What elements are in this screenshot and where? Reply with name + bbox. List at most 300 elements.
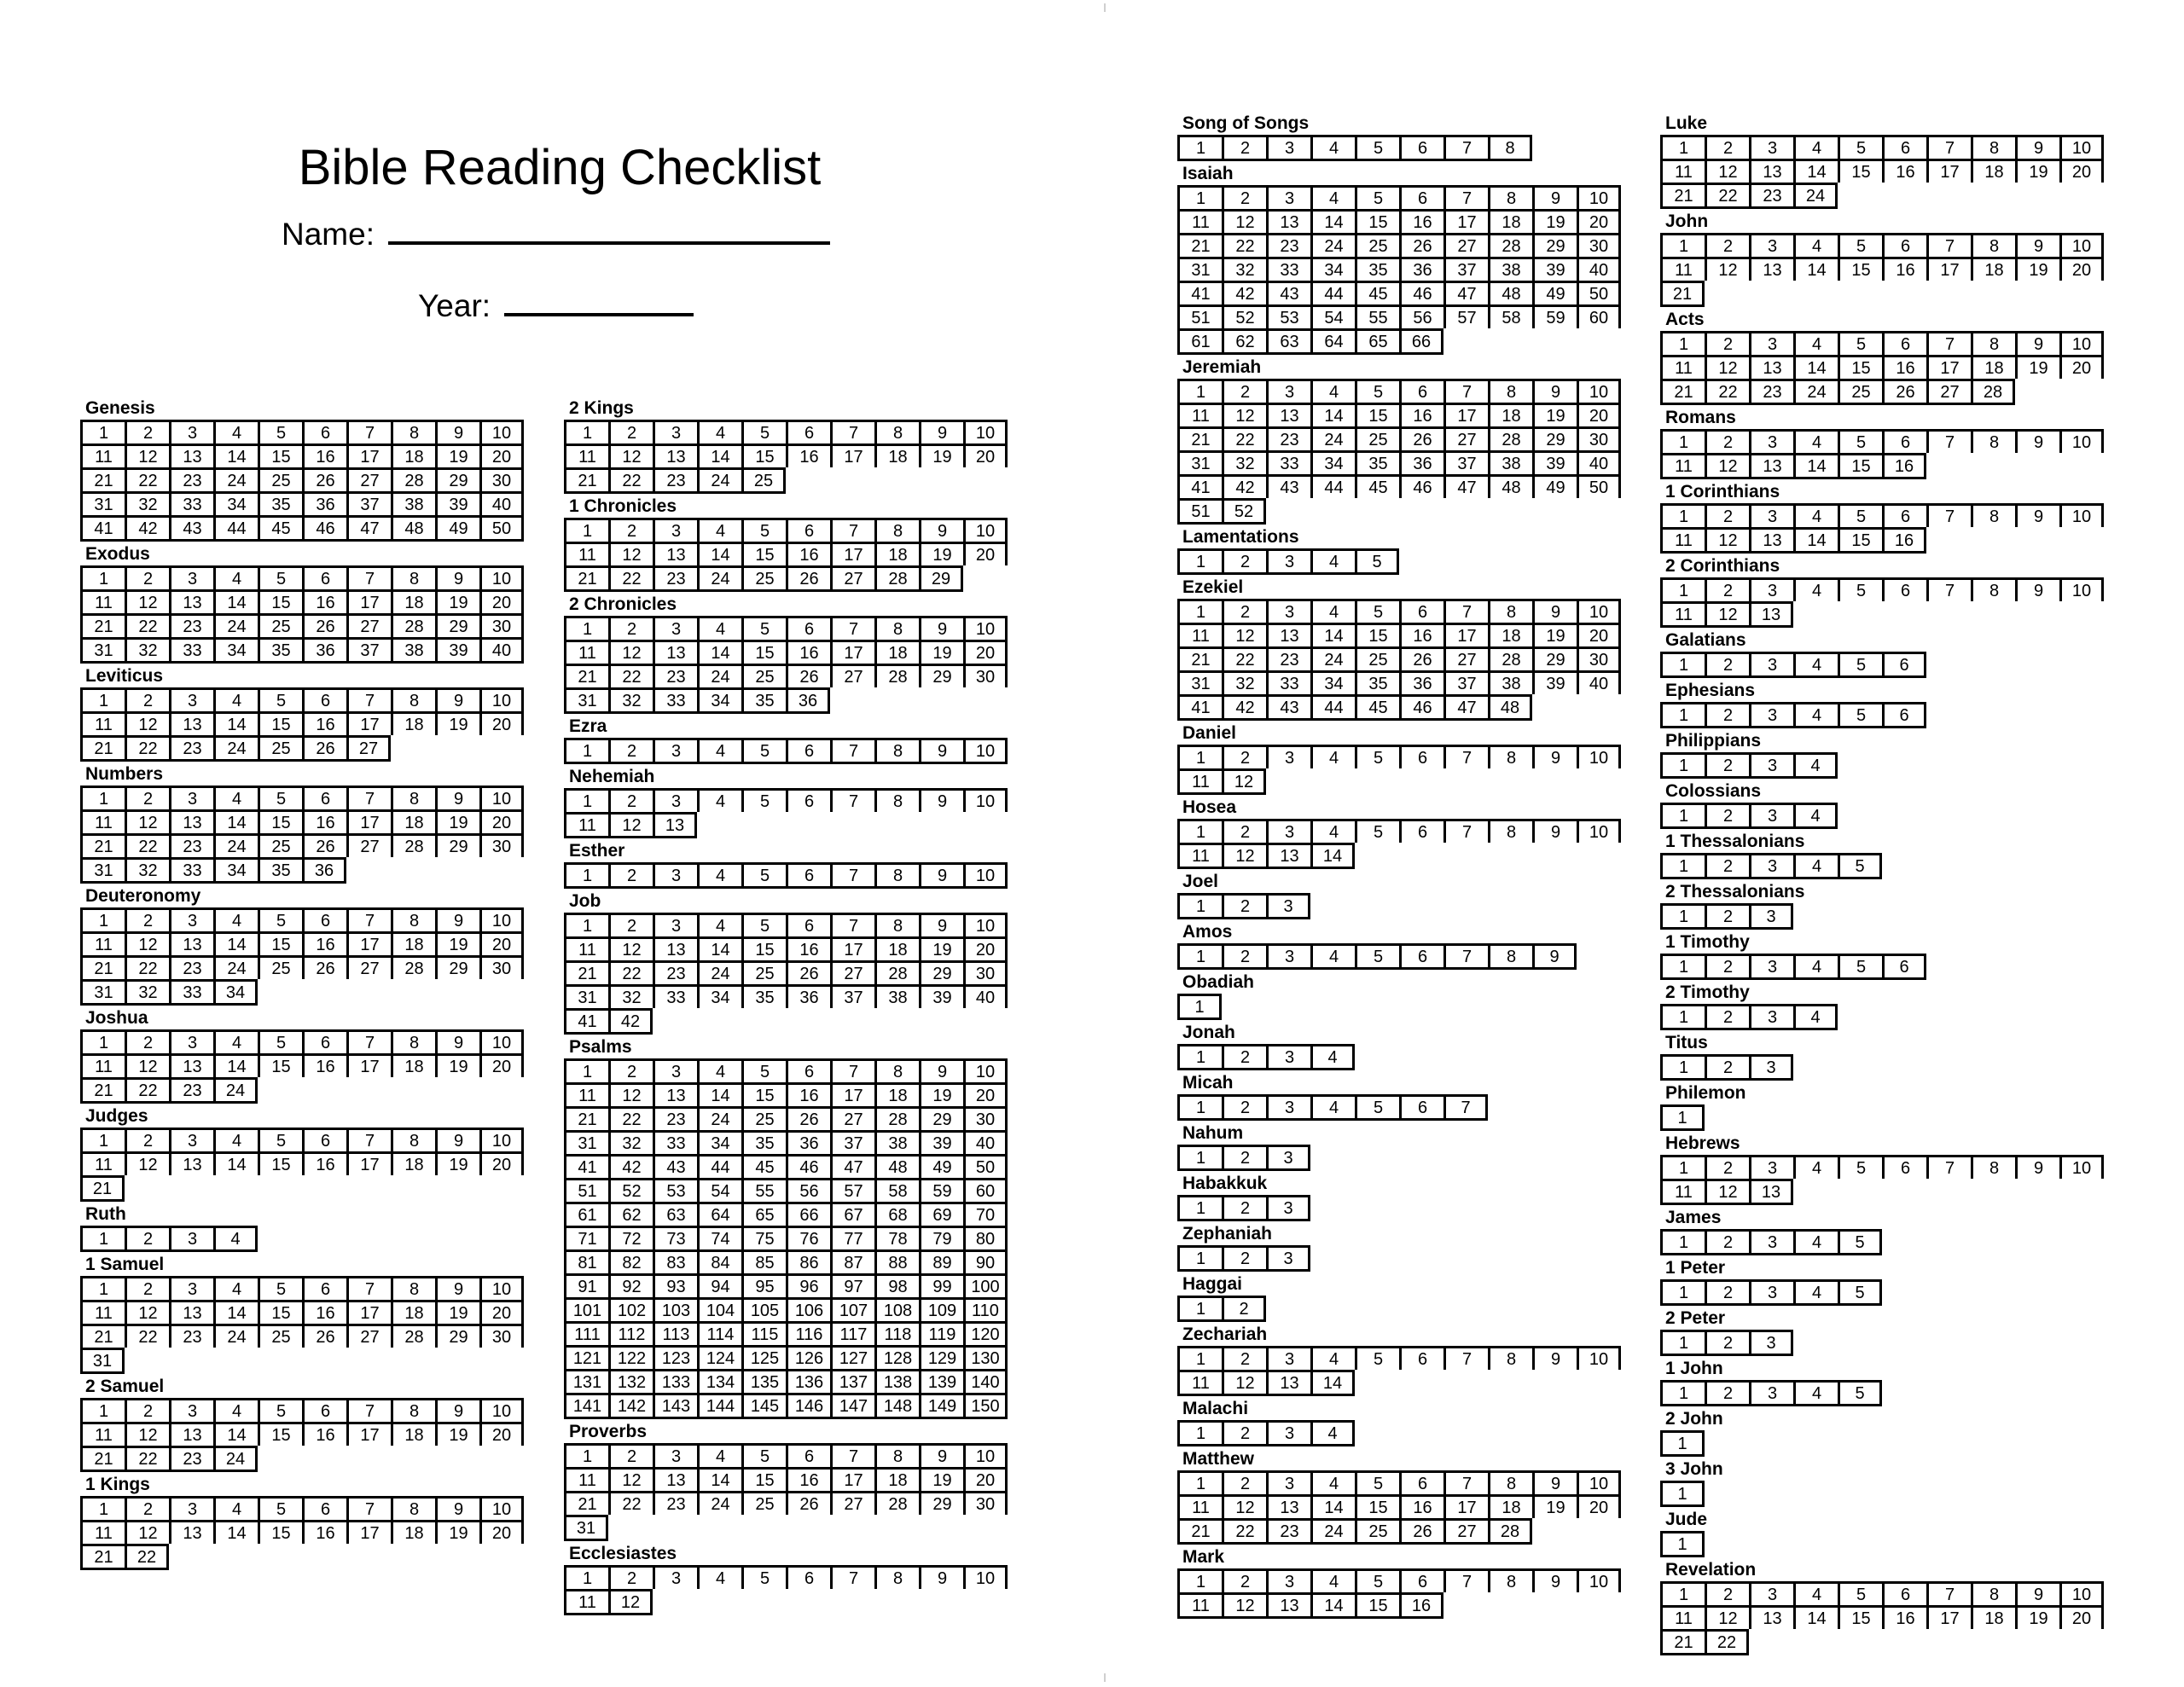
chapter-checkbox[interactable]: 3: [1749, 1279, 1793, 1306]
chapter-checkbox[interactable]: 18: [1971, 355, 2015, 379]
chapter-checkbox[interactable]: 3: [1266, 1044, 1310, 1070]
chapter-checkbox[interactable]: 8: [391, 786, 435, 809]
chapter-checkbox[interactable]: 25: [741, 1106, 786, 1130]
chapter-checkbox[interactable]: 4: [1793, 752, 1838, 779]
chapter-checkbox[interactable]: 13: [653, 1467, 697, 1491]
chapter-checkbox[interactable]: 3: [169, 1398, 213, 1422]
chapter-checkbox[interactable]: 18: [391, 1300, 435, 1324]
chapter-checkbox[interactable]: 28: [391, 467, 435, 491]
chapter-checkbox[interactable]: 4: [1310, 1420, 1355, 1446]
chapter-checkbox[interactable]: 63: [653, 1202, 697, 1226]
chapter-checkbox[interactable]: 8: [874, 738, 919, 764]
chapter-checkbox[interactable]: 20: [479, 589, 524, 613]
chapter-checkbox[interactable]: 19: [2015, 355, 2059, 379]
chapter-checkbox[interactable]: 11: [1177, 623, 1222, 646]
chapter-checkbox[interactable]: 124: [697, 1345, 741, 1369]
chapter-checkbox[interactable]: 14: [213, 1151, 258, 1175]
chapter-checkbox[interactable]: 8: [1488, 185, 1532, 209]
chapter-checkbox[interactable]: 52: [1222, 498, 1266, 525]
chapter-checkbox[interactable]: 8: [1488, 379, 1532, 403]
chapter-checkbox[interactable]: 3: [1749, 702, 1793, 728]
chapter-checkbox[interactable]: 32: [125, 637, 169, 664]
chapter-checkbox[interactable]: 2: [1705, 1380, 1749, 1406]
chapter-checkbox[interactable]: 41: [564, 1008, 608, 1035]
chapter-checkbox[interactable]: 9: [919, 518, 963, 542]
chapter-checkbox[interactable]: 27: [1443, 646, 1488, 670]
chapter-checkbox[interactable]: 90: [963, 1249, 1008, 1273]
chapter-checkbox[interactable]: 45: [258, 515, 302, 542]
chapter-checkbox[interactable]: 3: [169, 565, 213, 589]
chapter-checkbox[interactable]: 4: [1310, 1568, 1355, 1592]
chapter-checkbox[interactable]: 9: [919, 788, 963, 812]
chapter-checkbox[interactable]: 20: [479, 1053, 524, 1077]
chapter-checkbox[interactable]: 9: [919, 616, 963, 640]
chapter-checkbox[interactable]: 128: [874, 1345, 919, 1369]
chapter-checkbox[interactable]: 1: [1177, 745, 1222, 768]
chapter-checkbox[interactable]: 7: [346, 1128, 391, 1151]
chapter-checkbox[interactable]: 31: [80, 1348, 125, 1374]
chapter-checkbox[interactable]: 4: [1793, 1004, 1838, 1030]
chapter-checkbox[interactable]: 33: [169, 491, 213, 515]
chapter-checkbox[interactable]: 22: [1705, 183, 1749, 209]
chapter-checkbox[interactable]: 15: [258, 1151, 302, 1175]
chapter-checkbox[interactable]: 2: [1705, 331, 1749, 355]
chapter-checkbox[interactable]: 3: [653, 1443, 697, 1467]
chapter-checkbox[interactable]: 57: [1443, 304, 1488, 328]
chapter-checkbox[interactable]: 10: [963, 1058, 1008, 1082]
chapter-checkbox[interactable]: 20: [2059, 159, 2104, 183]
chapter-checkbox[interactable]: 3: [1749, 1054, 1793, 1081]
chapter-checkbox[interactable]: 26: [786, 565, 830, 592]
chapter-checkbox[interactable]: 6: [786, 518, 830, 542]
chapter-checkbox[interactable]: 41: [1177, 281, 1222, 304]
chapter-checkbox[interactable]: 1: [80, 420, 125, 443]
chapter-checkbox[interactable]: 23: [169, 613, 213, 637]
chapter-checkbox[interactable]: 2: [1222, 599, 1266, 623]
chapter-checkbox[interactable]: 5: [741, 1565, 786, 1589]
chapter-checkbox[interactable]: 10: [479, 1398, 524, 1422]
chapter-checkbox[interactable]: 31: [564, 984, 608, 1008]
chapter-checkbox[interactable]: 20: [1577, 209, 1621, 233]
chapter-checkbox[interactable]: 4: [1310, 135, 1355, 161]
chapter-checkbox[interactable]: 47: [346, 515, 391, 542]
chapter-checkbox[interactable]: 56: [786, 1178, 830, 1202]
chapter-checkbox[interactable]: 5: [258, 786, 302, 809]
chapter-checkbox[interactable]: 11: [80, 1151, 125, 1175]
chapter-checkbox[interactable]: 4: [697, 616, 741, 640]
chapter-checkbox[interactable]: 13: [653, 443, 697, 467]
chapter-checkbox[interactable]: 26: [786, 1106, 830, 1130]
chapter-checkbox[interactable]: 19: [435, 1300, 479, 1324]
chapter-checkbox[interactable]: 17: [346, 1053, 391, 1077]
chapter-checkbox[interactable]: 8: [391, 687, 435, 711]
chapter-checkbox[interactable]: 5: [1355, 1568, 1399, 1592]
chapter-checkbox[interactable]: 16: [786, 542, 830, 565]
chapter-checkbox[interactable]: 3: [169, 1029, 213, 1053]
chapter-checkbox[interactable]: 1: [1660, 903, 1705, 930]
chapter-checkbox[interactable]: 17: [346, 809, 391, 833]
chapter-checkbox[interactable]: 113: [653, 1321, 697, 1345]
chapter-checkbox[interactable]: 8: [1971, 135, 2015, 159]
chapter-checkbox[interactable]: 16: [786, 443, 830, 467]
chapter-checkbox[interactable]: 21: [564, 467, 608, 494]
chapter-checkbox[interactable]: 17: [830, 640, 874, 664]
chapter-checkbox[interactable]: 23: [653, 467, 697, 494]
chapter-checkbox[interactable]: 19: [1532, 623, 1577, 646]
chapter-checkbox[interactable]: 5: [1838, 1155, 1882, 1179]
chapter-checkbox[interactable]: 3: [1266, 1195, 1310, 1221]
chapter-checkbox[interactable]: 8: [874, 518, 919, 542]
chapter-checkbox[interactable]: 2: [608, 1443, 653, 1467]
chapter-checkbox[interactable]: 13: [1266, 209, 1310, 233]
chapter-checkbox[interactable]: 7: [1443, 1346, 1488, 1370]
chapter-checkbox[interactable]: 15: [1355, 209, 1399, 233]
chapter-checkbox[interactable]: 22: [125, 1544, 169, 1570]
chapter-checkbox[interactable]: 1: [80, 1398, 125, 1422]
chapter-checkbox[interactable]: 11: [1177, 768, 1222, 795]
chapter-checkbox[interactable]: 4: [1793, 1279, 1838, 1306]
chapter-checkbox[interactable]: 53: [1266, 304, 1310, 328]
chapter-checkbox[interactable]: 31: [80, 637, 125, 664]
chapter-checkbox[interactable]: 31: [80, 491, 125, 515]
chapter-checkbox[interactable]: 5: [258, 907, 302, 931]
chapter-checkbox[interactable]: 58: [1488, 304, 1532, 328]
chapter-checkbox[interactable]: 147: [830, 1393, 874, 1419]
chapter-checkbox[interactable]: 14: [213, 931, 258, 955]
chapter-checkbox[interactable]: 17: [346, 1151, 391, 1175]
chapter-checkbox[interactable]: 2: [1222, 1420, 1266, 1446]
chapter-checkbox[interactable]: 14: [213, 809, 258, 833]
chapter-checkbox[interactable]: 10: [479, 1276, 524, 1300]
chapter-checkbox[interactable]: 27: [1443, 426, 1488, 450]
chapter-checkbox[interactable]: 16: [302, 589, 346, 613]
chapter-checkbox[interactable]: 145: [741, 1393, 786, 1419]
chapter-checkbox[interactable]: 139: [919, 1369, 963, 1393]
chapter-checkbox[interactable]: 14: [697, 1082, 741, 1106]
chapter-checkbox[interactable]: 36: [1399, 257, 1443, 281]
chapter-checkbox[interactable]: 1: [1660, 1054, 1705, 1081]
chapter-checkbox[interactable]: 35: [258, 637, 302, 664]
chapter-checkbox[interactable]: 2: [1222, 745, 1266, 768]
chapter-checkbox[interactable]: 3: [169, 1226, 213, 1252]
chapter-checkbox[interactable]: 17: [346, 443, 391, 467]
chapter-checkbox[interactable]: 5: [258, 1029, 302, 1053]
chapter-checkbox[interactable]: 26: [1399, 1518, 1443, 1545]
chapter-checkbox[interactable]: 5: [1838, 853, 1882, 879]
chapter-checkbox[interactable]: 11: [1660, 601, 1705, 628]
chapter-checkbox[interactable]: 18: [1488, 1494, 1532, 1518]
chapter-checkbox[interactable]: 41: [564, 1154, 608, 1178]
chapter-checkbox[interactable]: 9: [435, 1276, 479, 1300]
chapter-checkbox[interactable]: 14: [213, 711, 258, 735]
chapter-checkbox[interactable]: 8: [391, 1128, 435, 1151]
chapter-checkbox[interactable]: 20: [479, 931, 524, 955]
chapter-checkbox[interactable]: 22: [1222, 646, 1266, 670]
chapter-checkbox[interactable]: 2: [1705, 1004, 1749, 1030]
chapter-checkbox[interactable]: 9: [1532, 1470, 1577, 1494]
chapter-checkbox[interactable]: 16: [1399, 623, 1443, 646]
chapter-checkbox[interactable]: 13: [1266, 843, 1310, 869]
chapter-checkbox[interactable]: 4: [1310, 548, 1355, 575]
chapter-checkbox[interactable]: 3: [653, 913, 697, 936]
chapter-checkbox[interactable]: 3: [653, 616, 697, 640]
chapter-checkbox[interactable]: 99: [919, 1273, 963, 1297]
chapter-checkbox[interactable]: 21: [1660, 183, 1705, 209]
chapter-checkbox[interactable]: 21: [564, 565, 608, 592]
chapter-checkbox[interactable]: 1: [1177, 994, 1222, 1020]
chapter-checkbox[interactable]: 21: [1177, 426, 1222, 450]
chapter-checkbox[interactable]: 18: [874, 1082, 919, 1106]
chapter-checkbox[interactable]: 6: [1399, 379, 1443, 403]
chapter-checkbox[interactable]: 26: [1399, 233, 1443, 257]
chapter-checkbox[interactable]: 31: [564, 1515, 608, 1541]
chapter-checkbox[interactable]: 3: [169, 1128, 213, 1151]
chapter-checkbox[interactable]: 15: [1355, 403, 1399, 426]
chapter-checkbox[interactable]: 11: [1177, 843, 1222, 869]
chapter-checkbox[interactable]: 4: [1310, 819, 1355, 843]
chapter-checkbox[interactable]: 10: [1577, 745, 1621, 768]
chapter-checkbox[interactable]: 114: [697, 1321, 741, 1345]
chapter-checkbox[interactable]: 6: [1399, 1094, 1443, 1121]
chapter-checkbox[interactable]: 11: [80, 589, 125, 613]
chapter-checkbox[interactable]: 11: [1177, 1592, 1222, 1619]
chapter-checkbox[interactable]: 1: [1660, 803, 1705, 829]
chapter-checkbox[interactable]: 6: [1882, 135, 1926, 159]
chapter-checkbox[interactable]: 2: [1222, 943, 1266, 970]
chapter-checkbox[interactable]: 27: [830, 1106, 874, 1130]
chapter-checkbox[interactable]: 6: [786, 862, 830, 889]
chapter-checkbox[interactable]: 13: [653, 1082, 697, 1106]
chapter-checkbox[interactable]: 2: [1705, 1229, 1749, 1255]
chapter-checkbox[interactable]: 2: [125, 420, 169, 443]
chapter-checkbox[interactable]: 67: [830, 1202, 874, 1226]
chapter-checkbox[interactable]: 2: [1705, 503, 1749, 527]
chapter-checkbox[interactable]: 17: [1443, 623, 1488, 646]
chapter-checkbox[interactable]: 28: [874, 1491, 919, 1515]
chapter-checkbox[interactable]: 8: [391, 1276, 435, 1300]
chapter-checkbox[interactable]: 7: [1926, 503, 1971, 527]
chapter-checkbox[interactable]: 6: [1882, 503, 1926, 527]
chapter-checkbox[interactable]: 39: [919, 1130, 963, 1154]
chapter-checkbox[interactable]: 10: [963, 738, 1008, 764]
chapter-checkbox[interactable]: 1: [1177, 819, 1222, 843]
chapter-checkbox[interactable]: 29: [919, 1491, 963, 1515]
chapter-checkbox[interactable]: 3: [653, 1565, 697, 1589]
chapter-checkbox[interactable]: 13: [1749, 355, 1793, 379]
chapter-checkbox[interactable]: 73: [653, 1226, 697, 1249]
chapter-checkbox[interactable]: 3: [1749, 1330, 1793, 1356]
chapter-checkbox[interactable]: 22: [125, 1077, 169, 1104]
chapter-checkbox[interactable]: 3: [1749, 652, 1793, 678]
chapter-checkbox[interactable]: 1: [1660, 233, 1705, 257]
chapter-checkbox[interactable]: 62: [608, 1202, 653, 1226]
chapter-checkbox[interactable]: 27: [830, 664, 874, 687]
chapter-checkbox[interactable]: 1: [80, 1029, 125, 1053]
chapter-checkbox[interactable]: 27: [346, 735, 391, 762]
chapter-checkbox[interactable]: 18: [874, 1467, 919, 1491]
chapter-checkbox[interactable]: 96: [786, 1273, 830, 1297]
chapter-checkbox[interactable]: 18: [1488, 623, 1532, 646]
chapter-checkbox[interactable]: 36: [786, 984, 830, 1008]
chapter-checkbox[interactable]: 20: [2059, 355, 2104, 379]
chapter-checkbox[interactable]: 28: [1488, 1518, 1532, 1545]
chapter-checkbox[interactable]: 43: [1266, 694, 1310, 721]
chapter-checkbox[interactable]: 3: [169, 687, 213, 711]
chapter-checkbox[interactable]: 7: [1443, 745, 1488, 768]
chapter-checkbox[interactable]: 3: [653, 420, 697, 443]
chapter-checkbox[interactable]: 6: [786, 616, 830, 640]
chapter-checkbox[interactable]: 2: [1705, 803, 1749, 829]
chapter-checkbox[interactable]: 9: [1532, 1346, 1577, 1370]
chapter-checkbox[interactable]: 7: [830, 1565, 874, 1589]
chapter-checkbox[interactable]: 64: [697, 1202, 741, 1226]
chapter-checkbox[interactable]: 5: [1838, 135, 1882, 159]
chapter-checkbox[interactable]: 7: [830, 913, 874, 936]
chapter-checkbox[interactable]: 31: [80, 979, 125, 1006]
chapter-checkbox[interactable]: 4: [213, 786, 258, 809]
chapter-checkbox[interactable]: 12: [1705, 453, 1749, 479]
chapter-checkbox[interactable]: 5: [258, 1276, 302, 1300]
chapter-checkbox[interactable]: 27: [830, 960, 874, 984]
chapter-checkbox[interactable]: 15: [258, 711, 302, 735]
chapter-checkbox[interactable]: 52: [1222, 304, 1266, 328]
chapter-checkbox[interactable]: 66: [1399, 328, 1443, 355]
chapter-checkbox[interactable]: 7: [1443, 379, 1488, 403]
chapter-checkbox[interactable]: 3: [169, 907, 213, 931]
chapter-checkbox[interactable]: 4: [1793, 954, 1838, 980]
year-blank-line[interactable]: [504, 287, 694, 316]
chapter-checkbox[interactable]: 38: [391, 637, 435, 664]
chapter-checkbox[interactable]: 6: [786, 1443, 830, 1467]
chapter-checkbox[interactable]: 33: [653, 1130, 697, 1154]
chapter-checkbox[interactable]: 50: [1577, 281, 1621, 304]
chapter-checkbox[interactable]: 14: [1310, 1494, 1355, 1518]
chapter-checkbox[interactable]: 2: [1222, 893, 1266, 919]
chapter-checkbox[interactable]: 7: [1443, 599, 1488, 623]
chapter-checkbox[interactable]: 31: [564, 1130, 608, 1154]
chapter-checkbox[interactable]: 13: [1749, 527, 1793, 554]
chapter-checkbox[interactable]: 16: [1399, 1494, 1443, 1518]
chapter-checkbox[interactable]: 9: [919, 862, 963, 889]
chapter-checkbox[interactable]: 9: [919, 913, 963, 936]
chapter-checkbox[interactable]: 80: [963, 1226, 1008, 1249]
chapter-checkbox[interactable]: 18: [391, 931, 435, 955]
chapter-checkbox[interactable]: 12: [608, 443, 653, 467]
chapter-checkbox[interactable]: 66: [786, 1202, 830, 1226]
chapter-checkbox[interactable]: 4: [1310, 1346, 1355, 1370]
chapter-checkbox[interactable]: 27: [346, 613, 391, 637]
year-field[interactable]: [418, 287, 694, 326]
chapter-checkbox[interactable]: 10: [2059, 135, 2104, 159]
chapter-checkbox[interactable]: 83: [653, 1249, 697, 1273]
chapter-checkbox[interactable]: 112: [608, 1321, 653, 1345]
chapter-checkbox[interactable]: 6: [1399, 135, 1443, 161]
chapter-checkbox[interactable]: 22: [1705, 1629, 1749, 1655]
chapter-checkbox[interactable]: 11: [564, 542, 608, 565]
chapter-checkbox[interactable]: 12: [125, 1151, 169, 1175]
chapter-checkbox[interactable]: 22: [1222, 233, 1266, 257]
chapter-checkbox[interactable]: 8: [1488, 135, 1532, 161]
chapter-checkbox[interactable]: 3: [1749, 1581, 1793, 1605]
chapter-checkbox[interactable]: 40: [963, 1130, 1008, 1154]
chapter-checkbox[interactable]: 10: [963, 518, 1008, 542]
chapter-checkbox[interactable]: 64: [1310, 328, 1355, 355]
chapter-checkbox[interactable]: 5: [258, 1496, 302, 1520]
chapter-checkbox[interactable]: 37: [1443, 450, 1488, 474]
chapter-checkbox[interactable]: 35: [741, 687, 786, 714]
chapter-checkbox[interactable]: 16: [1399, 1592, 1443, 1619]
chapter-checkbox[interactable]: 26: [302, 1324, 346, 1348]
chapter-checkbox[interactable]: 34: [697, 1130, 741, 1154]
chapter-checkbox[interactable]: 7: [830, 1443, 874, 1467]
chapter-checkbox[interactable]: 2: [125, 1398, 169, 1422]
chapter-checkbox[interactable]: 8: [874, 420, 919, 443]
chapter-checkbox[interactable]: 5: [258, 687, 302, 711]
chapter-checkbox[interactable]: 18: [1488, 209, 1532, 233]
chapter-checkbox[interactable]: 53: [653, 1178, 697, 1202]
chapter-checkbox[interactable]: 16: [786, 936, 830, 960]
chapter-checkbox[interactable]: 4: [1310, 599, 1355, 623]
chapter-checkbox[interactable]: 16: [302, 1422, 346, 1446]
chapter-checkbox[interactable]: 11: [80, 1300, 125, 1324]
chapter-checkbox[interactable]: 77: [830, 1226, 874, 1249]
chapter-checkbox[interactable]: 6: [786, 788, 830, 812]
chapter-checkbox[interactable]: 135: [741, 1369, 786, 1393]
chapter-checkbox[interactable]: 5: [1355, 819, 1399, 843]
chapter-checkbox[interactable]: 16: [302, 1151, 346, 1175]
chapter-checkbox[interactable]: 47: [1443, 694, 1488, 721]
chapter-checkbox[interactable]: 143: [653, 1393, 697, 1419]
chapter-checkbox[interactable]: 1: [1177, 1195, 1222, 1221]
chapter-checkbox[interactable]: 2: [1222, 1568, 1266, 1592]
chapter-checkbox[interactable]: 6: [302, 687, 346, 711]
chapter-checkbox[interactable]: 2: [125, 687, 169, 711]
chapter-checkbox[interactable]: 13: [1266, 1592, 1310, 1619]
chapter-checkbox[interactable]: 1: [1660, 1104, 1705, 1131]
chapter-checkbox[interactable]: 6: [786, 913, 830, 936]
chapter-checkbox[interactable]: 14: [1793, 1605, 1838, 1629]
chapter-checkbox[interactable]: 36: [786, 687, 830, 714]
chapter-checkbox[interactable]: 4: [213, 1276, 258, 1300]
chapter-checkbox[interactable]: 20: [963, 1467, 1008, 1491]
chapter-checkbox[interactable]: 27: [830, 1491, 874, 1515]
chapter-checkbox[interactable]: 8: [874, 862, 919, 889]
chapter-checkbox[interactable]: 9: [435, 907, 479, 931]
chapter-checkbox[interactable]: 1: [80, 786, 125, 809]
chapter-checkbox[interactable]: 10: [1577, 1470, 1621, 1494]
chapter-checkbox[interactable]: 15: [1355, 1592, 1399, 1619]
chapter-checkbox[interactable]: 24: [697, 1106, 741, 1130]
chapter-checkbox[interactable]: 13: [1749, 453, 1793, 479]
chapter-checkbox[interactable]: 8: [391, 907, 435, 931]
chapter-checkbox[interactable]: 95: [741, 1273, 786, 1297]
chapter-checkbox[interactable]: 36: [1399, 450, 1443, 474]
chapter-checkbox[interactable]: 19: [919, 936, 963, 960]
chapter-checkbox[interactable]: 38: [874, 1130, 919, 1154]
chapter-checkbox[interactable]: 8: [1488, 1470, 1532, 1494]
chapter-checkbox[interactable]: 47: [1443, 281, 1488, 304]
chapter-checkbox[interactable]: 2: [125, 1029, 169, 1053]
chapter-checkbox[interactable]: 17: [1926, 159, 1971, 183]
chapter-checkbox[interactable]: 36: [302, 637, 346, 664]
chapter-checkbox[interactable]: 43: [653, 1154, 697, 1178]
chapter-checkbox[interactable]: 30: [963, 1491, 1008, 1515]
chapter-checkbox[interactable]: 31: [564, 687, 608, 714]
chapter-checkbox[interactable]: 17: [1443, 403, 1488, 426]
chapter-checkbox[interactable]: 25: [1355, 646, 1399, 670]
chapter-checkbox[interactable]: 12: [1705, 159, 1749, 183]
chapter-checkbox[interactable]: 4: [1310, 943, 1355, 970]
